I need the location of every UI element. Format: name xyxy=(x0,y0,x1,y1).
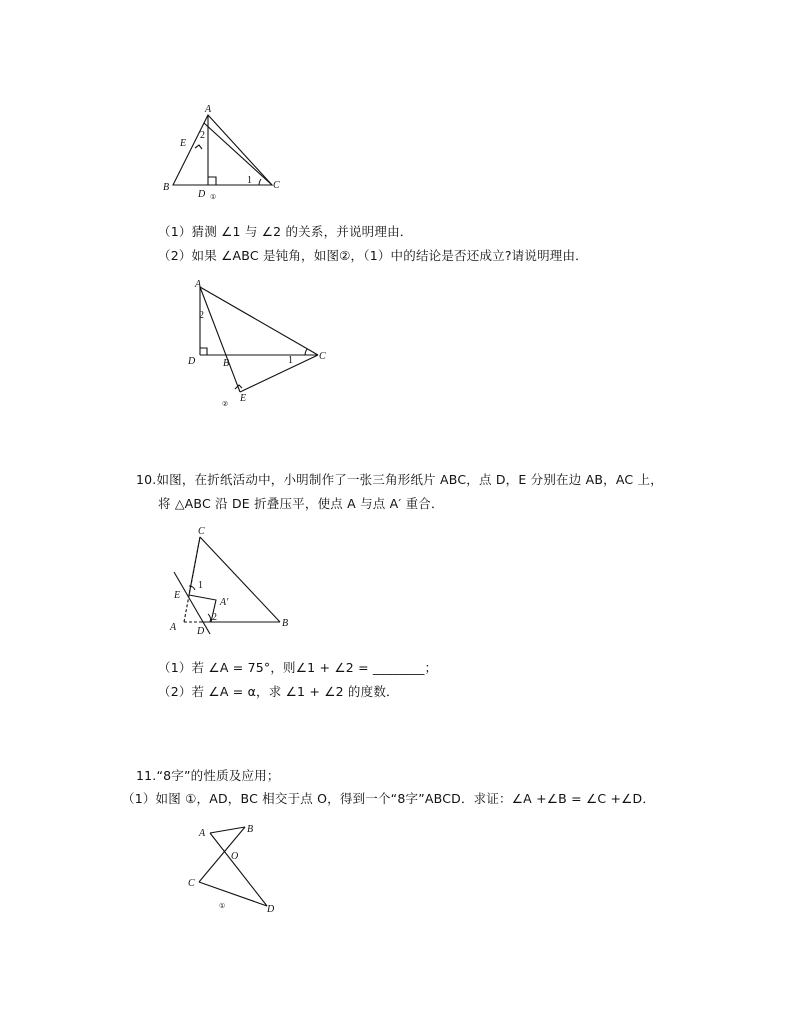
label-A: A xyxy=(170,622,177,633)
angle-2-label: 2 xyxy=(212,612,217,623)
figure-caption: ② xyxy=(222,400,229,408)
q9-part2: （2）如果 ∠ABC 是钝角，如图②，（1）中的结论是否还成立?请说明理由． xyxy=(158,248,588,263)
label-B: B xyxy=(247,824,254,835)
angle-1-label: 1 xyxy=(288,355,293,366)
q10-part1: （1）若 ∠A = 75°，则∠1 + ∠2 = ________； xyxy=(158,660,438,675)
label-E: E xyxy=(240,393,247,404)
angle-1-label: 1 xyxy=(198,580,203,591)
figure-caption: ① xyxy=(219,902,226,910)
q10-part2: （2）若 ∠A = α，求 ∠1 + ∠2 的度数． xyxy=(158,684,399,699)
label-C: C xyxy=(198,526,205,537)
label-E: E xyxy=(174,590,181,601)
q10-line2: 将 △ABC 沿 DE 折叠压平，使点 A 与点 A′ 重合． xyxy=(158,496,444,511)
label-A: A xyxy=(205,104,212,115)
label-C: C xyxy=(319,351,326,362)
q11-part1: （1）如图 ①，AD，BC 相交于点 O，得到一个“8字”ABCD．求证：∠A +∠B = ∠C +∠D． xyxy=(122,791,656,806)
label-C: C xyxy=(188,878,195,889)
q9-figure-2 xyxy=(180,275,340,410)
label-A-prime: A′ xyxy=(220,597,229,608)
label-C: C xyxy=(273,180,280,191)
figure-caption: ① xyxy=(210,193,217,201)
label-D: D xyxy=(188,356,196,367)
label-B: B xyxy=(223,358,230,369)
q9-part1: （1）猜测 ∠1 与 ∠2 的关系，并说明理由． xyxy=(158,224,413,239)
label-O: O xyxy=(231,851,239,862)
q11-line1: 11.“8字”的性质及应用； xyxy=(136,768,280,783)
q11-figure xyxy=(185,818,295,918)
label-D: D xyxy=(198,189,206,200)
label-E: E xyxy=(180,138,187,149)
label-D: D xyxy=(197,626,205,637)
angle-2-label: 2 xyxy=(199,310,204,321)
q9-figure-1 xyxy=(155,100,295,205)
angle-1-label: 1 xyxy=(247,175,252,186)
label-D: D xyxy=(267,904,275,915)
q10-figure xyxy=(160,522,300,640)
label-A: A xyxy=(199,828,206,839)
label-B: B xyxy=(163,182,170,193)
label-B: B xyxy=(282,618,289,629)
q10-line1: 10.如图，在折纸活动中，小明制作了一张三角形纸片 ABC，点 D，E 分别在边 AB，AC 上， xyxy=(136,472,663,487)
angle-2-label: 2 xyxy=(200,130,205,141)
label-A: A xyxy=(195,279,202,290)
